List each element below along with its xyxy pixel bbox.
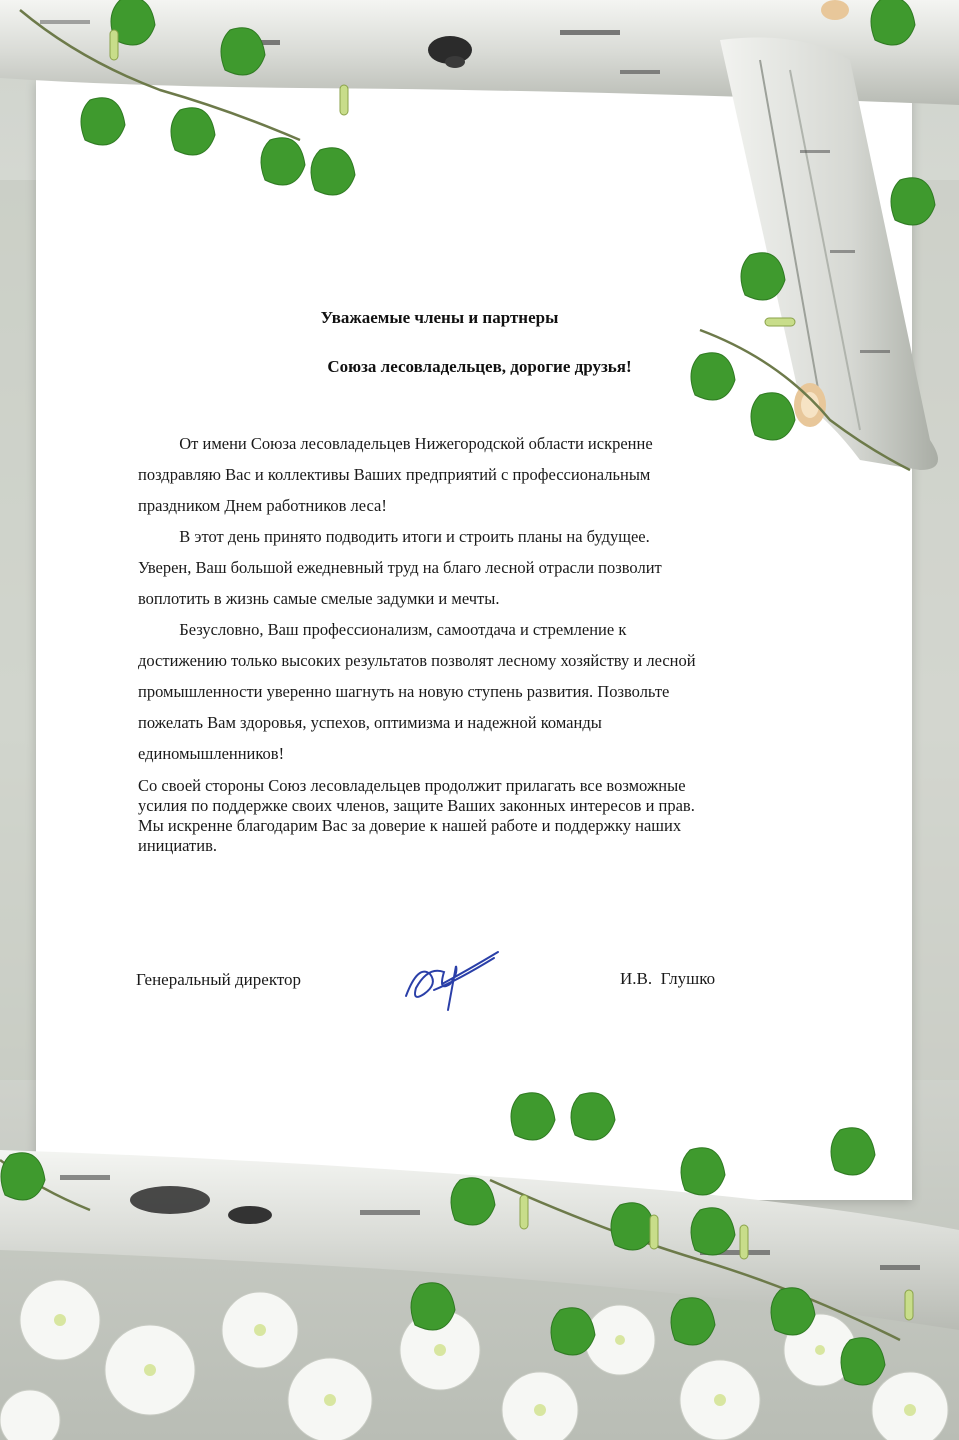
paragraph-line: В этот день принято подводить итоги и строить планы на будущее. bbox=[138, 527, 650, 546]
closing-line: усилия по поддержке своих членов, защите Ваших законных интересов и прав. bbox=[138, 796, 695, 815]
paragraph-line: От имени Союза лесовладельцев Нижегородской области искренне bbox=[138, 434, 653, 453]
closing-line: Со своей стороны Союз лесовладельцев продолжит прилагать все возможные bbox=[138, 776, 686, 795]
signature-role: Генеральный директор bbox=[136, 970, 302, 989]
heading-line-2: Союза лесовладельцев, дорогие друзья! bbox=[327, 357, 632, 376]
paragraph-line: достижению только высоких результатов позволят лесному хозяйству и лесной bbox=[138, 651, 696, 670]
paragraph-line: промышленности уверенно шагнуть на новую ступень развития. Позвольте bbox=[138, 682, 670, 701]
paragraph-line: праздником Днем работников леса! bbox=[138, 496, 387, 515]
paragraph-line: пожелать Вам здоровья, успехов, оптимизма и надежной команды bbox=[138, 713, 602, 732]
closing-line: Мы искренне благодарим Вас за доверие к нашей работе и поддержку наших bbox=[138, 816, 682, 835]
paragraph-line: воплотить в жизнь самые смелые задумки и мечты. bbox=[138, 589, 500, 608]
heading-line-1: Уважаемые члены и партнеры bbox=[320, 308, 559, 327]
paragraph-line: поздравляю Вас и коллективы Ваших предприятий с профессиональным bbox=[138, 465, 651, 484]
paragraph-line: Безусловно, Ваш профессионализм, самоотдача и стремление к bbox=[138, 620, 627, 639]
closing-line: инициатив. bbox=[138, 836, 218, 855]
paragraph-line: Уверен, Ваш большой ежедневный труд на благо лесной отрасли позволит bbox=[138, 558, 662, 577]
signature-name: И.В. Глушко bbox=[620, 969, 716, 988]
paragraph-line: единомышленников! bbox=[138, 744, 285, 763]
handwritten-signature bbox=[398, 944, 508, 1014]
